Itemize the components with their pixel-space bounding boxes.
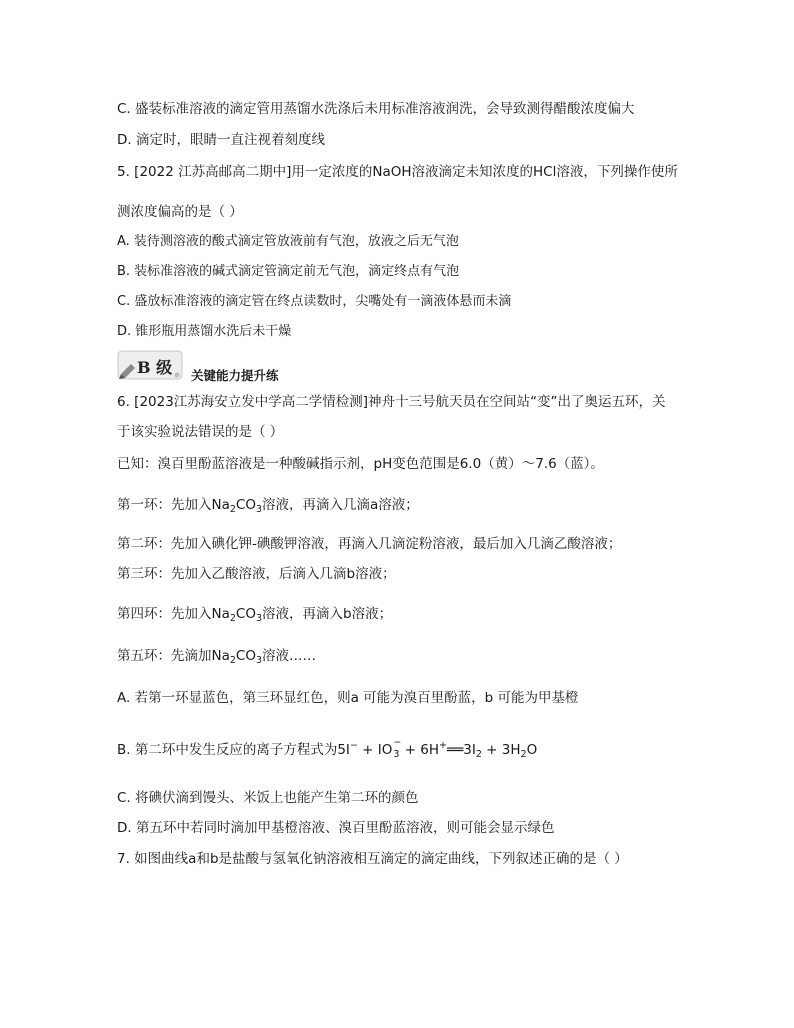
question-5-option-a: A. 装待测溶液的酸式滴定管放液前有气泡，放液之后无气泡	[117, 234, 459, 249]
question-4-option-c: C. 盛装标准溶液的滴定管用蒸馏水洗涤后未用标准溶液润洗，会导致测得醋酸浓度偏大	[117, 101, 635, 117]
question-6-option-d: D. 第五环中若同时滴加甲基橙溶液、溴百里酚蓝溶液，则可能会显示绿色	[117, 820, 555, 836]
question-5-stem-line-2: 测浓度偏高的是（ ）	[117, 204, 243, 220]
question-6-ring-1: 第一环：先加入$Na_2CO_3$溶液，再滴入几滴a溶液；	[117, 497, 419, 515]
badge-text: B 级	[137, 358, 173, 377]
question-5-option-d: D. 锥形瓶用蒸馏水洗后未干燥	[117, 324, 292, 339]
question-6-option-b: B. 第二环中发生反应的离子方程式为5I− + IO − 3 + $6H^+══3I_2 + 3H_2O$	[117, 737, 538, 760]
question-5-option-c: C. 盛放标准溶液的滴定管在终点读数时，尖嘴处有一滴液体悬而未滴	[117, 294, 512, 309]
question-6-ring-2: 第二环：先加入碘化钾-碘酸钾溶液，再滴入几滴淀粉溶液，最后加入几滴乙酸溶液；	[117, 536, 622, 552]
question-6-known: 已知：溴百里酚蓝溶液是一种酸碱指示剂，pH变色范围是6.0（黄）～7.6（蓝）。	[117, 456, 604, 472]
question-6-option-a: A. 若第一环显蓝色，第三环显红色，则a 可能为溴百里酚蓝，b 可能为甲基橙	[117, 690, 579, 706]
section-b-badge	[117, 350, 183, 380]
section-title: 关键能力提升练	[191, 368, 279, 383]
question-6-ring-5: 第五环：先滴加$Na_2CO_3$溶液……	[117, 648, 317, 666]
question-5-option-b: B. 装标准溶液的碱式滴定管滴定前无气泡，滴定终点有气泡	[117, 264, 460, 279]
question-6-option-c: C. 将碘伏滴到馒头、米饭上也能产生第二环的颜色	[117, 790, 419, 806]
question-4-option-d: D. 滴定时，眼睛一直注视着刻度线	[117, 132, 325, 148]
question-6-stem-line-2: 于该实验说法错误的是（ ）	[117, 424, 284, 440]
question-6-ring-4: 第四环：先加入$Na_2CO_3$溶液，再滴入b溶液；	[117, 606, 393, 624]
question-5-stem-line-1: 5. [2022 江苏高邮高二期中]用一定浓度的NaOH溶液滴定未知浓度的HCl溶液，下列操作使所	[117, 164, 678, 180]
question-7-stem: 7. 如图曲线a和b是盐酸与氢氧化钠溶液相互滴定的滴定曲线，下列叙述正确的是（ ）	[117, 851, 628, 867]
question-6-ring-3: 第三环：先加入乙酸溶液，后滴入几滴b溶液；	[117, 566, 396, 582]
question-6-stem-line-1: 6. [2023江苏海安立发中学高二学情检测]神舟十三号航天员在空间站“变”出了奥运五环，关	[117, 394, 666, 410]
